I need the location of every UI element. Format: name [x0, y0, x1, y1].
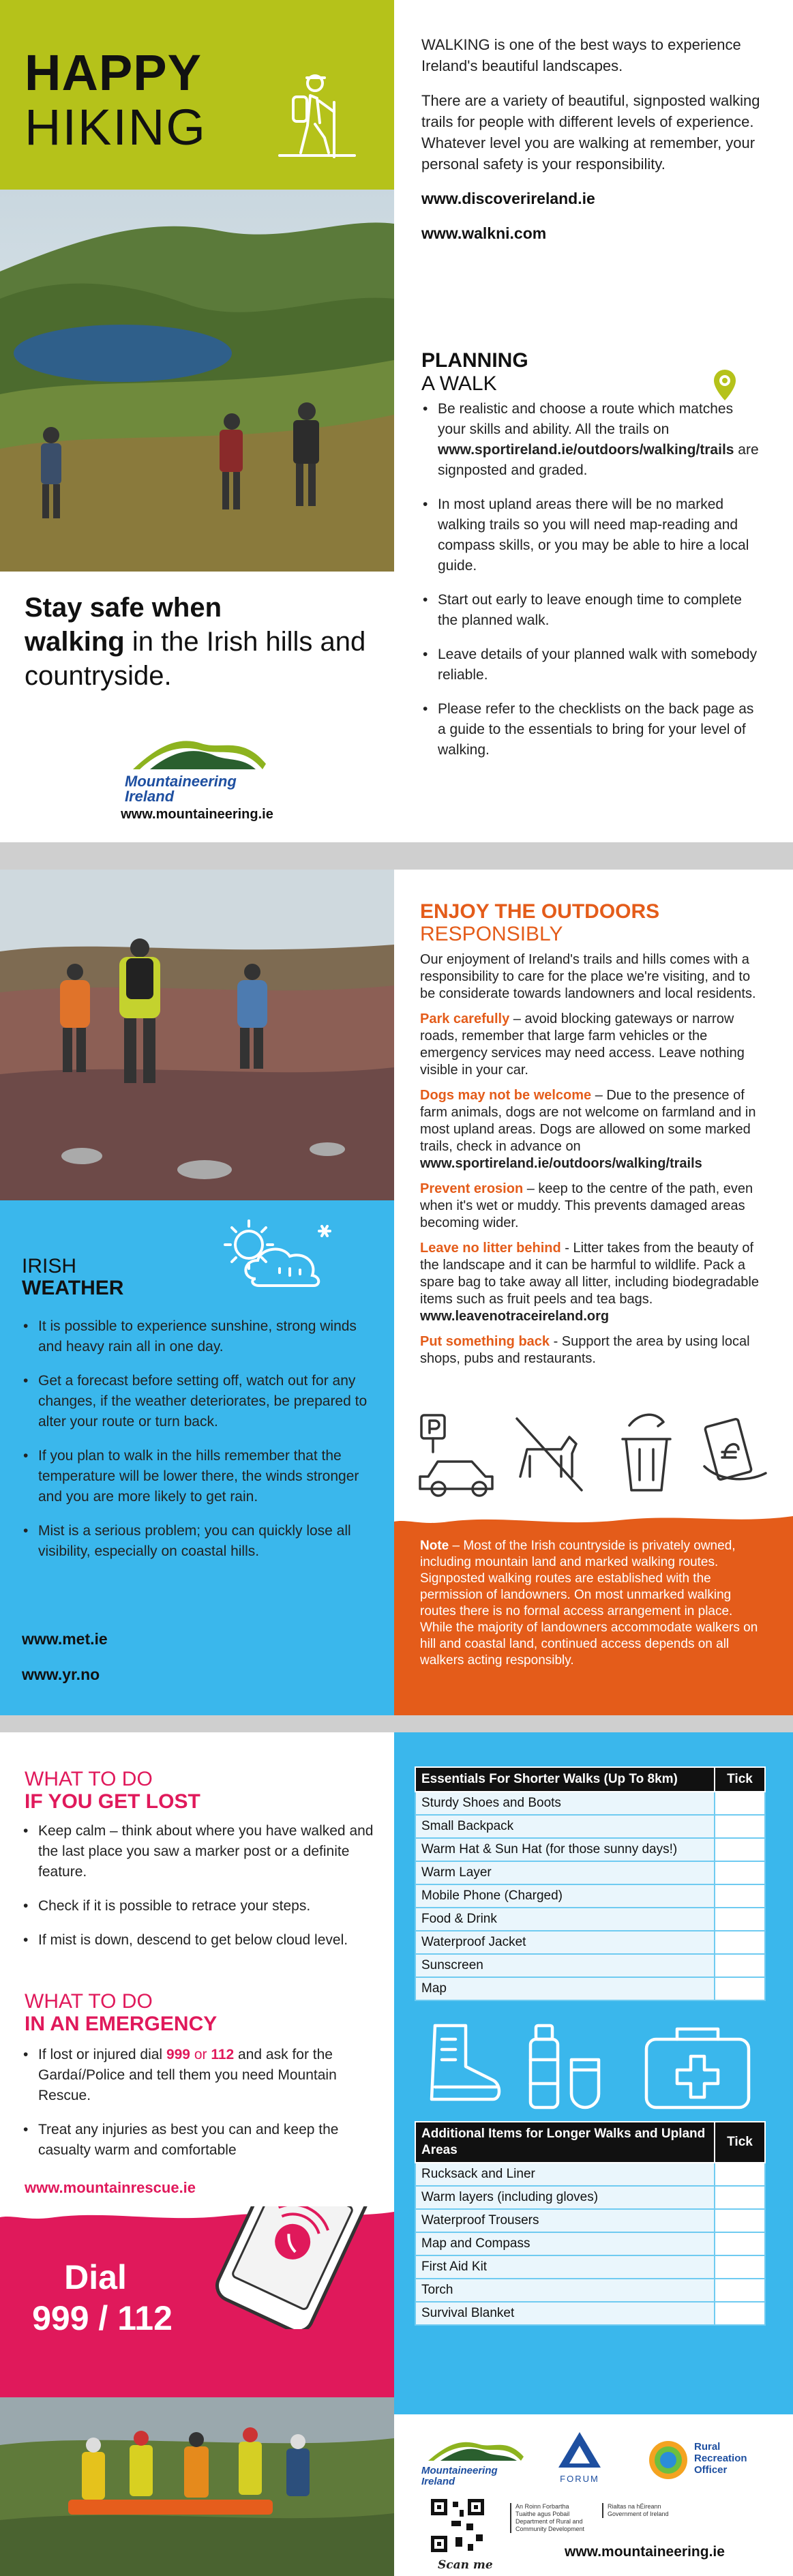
lost-block — [0, 1732, 394, 2206]
table-row — [415, 1792, 765, 1815]
note-head: Note — [420, 1539, 449, 1553]
gov2-line1: Rialtas na hÉireann — [608, 2503, 661, 2510]
sportireland-trails-link[interactable]: www.sportireland.ie/outdoors/walking/trails — [420, 1156, 702, 1171]
checklist-item: Rucksack and Liner — [415, 2163, 715, 2186]
enjoy-item-text: – avoid blocking gateways or narrow roads, remember that large farm vehicles or the emergency services may need access. Leave nothing visible in your car. — [420, 1011, 745, 1078]
table-row — [415, 2232, 765, 2255]
tick-box[interactable] — [715, 1838, 765, 1861]
weather-title2: WEATHER — [22, 1277, 124, 1299]
enjoy-intro: Our enjoyment of Ireland's trails and hills comes with a responsibility to care for the place we're visiting, and to be considerate towards landowners and local residents. — [420, 952, 756, 1001]
weather-item: • Mist is a serious problem; you can quickly lose all visibility, especially on coastal hills. — [22, 1521, 370, 1562]
emergency-title2: IN AN EMERGENCY — [25, 2013, 218, 2035]
yr-link[interactable]: www.yr.no — [22, 1665, 100, 1683]
tick-box[interactable] — [715, 1931, 765, 1954]
tick-box[interactable] — [715, 1815, 765, 1838]
weather-item: • Get a forecast before setting off, watch out for any changes, if the weather deteriorates, be prepared to alter your route or turn back. — [22, 1371, 370, 1432]
tagline-part1: Stay safe when — [25, 593, 222, 623]
short-walk-header: Essentials For Shorter Walks (Up To 8km) — [415, 1767, 715, 1792]
litter-icon — [623, 1415, 670, 1490]
enjoy-content — [420, 951, 768, 1376]
rro-line2: Recreation — [694, 2453, 747, 2464]
planning-item-text: are signposted and graded. — [438, 442, 759, 478]
enjoy-item-text: – Due to the presence of farm animals, dogs are not welcome on farmland and in most upland areas. Dogs are allowed on some marked trails, check in advance on — [420, 1088, 756, 1154]
title-line1: HAPPY — [25, 44, 202, 101]
table-row — [415, 2279, 765, 2302]
table-row — [415, 2255, 765, 2279]
hiker-icon — [273, 68, 361, 164]
planning-title: PLANNING — [421, 349, 528, 372]
forum-triangle-icon — [556, 2429, 603, 2470]
dial-line2: 999 / 112 — [32, 2299, 173, 2337]
enjoy-item-head: Leave no litter behind — [420, 1241, 561, 1256]
tick-box[interactable] — [715, 1884, 765, 1908]
checklist-item: Warm Hat & Sun Hat (for those sunny days!) — [415, 1838, 715, 1861]
number-112: 112 — [211, 2047, 235, 2062]
checklist-item: Mobile Phone (Charged) — [415, 1884, 715, 1908]
tick-box[interactable] — [715, 1908, 765, 1931]
scan-me-label: Scan me — [438, 2558, 493, 2572]
tick-box[interactable] — [715, 1954, 765, 1977]
table-row — [415, 2209, 765, 2232]
forum-logo — [552, 2429, 607, 2484]
rro-line3: Officer — [694, 2464, 728, 2476]
note-text — [420, 1538, 768, 1669]
table-header — [415, 2122, 765, 2163]
planning-item — [421, 399, 762, 481]
lost-title1: WHAT TO DO — [25, 1768, 153, 1790]
checklist-item: First Aid Kit — [415, 2255, 715, 2279]
forum-label: FORUM — [560, 2474, 599, 2484]
no-dogs-icon — [517, 1419, 582, 1490]
rro-line1: Rural — [694, 2441, 721, 2453]
intro-p1: WALKING is one of the best ways to experience Ireland's beautiful landscapes. — [421, 36, 741, 74]
intro-block — [394, 0, 793, 300]
long-walk-table — [415, 2121, 766, 2326]
table-row — [415, 2302, 765, 2325]
title-block — [0, 0, 394, 190]
enjoy-item — [420, 1240, 768, 1325]
checklist-item: Warm layers (including gloves) — [415, 2186, 715, 2209]
logo-line2: Ireland — [125, 788, 175, 805]
rro-text — [694, 2441, 747, 2476]
lost-item: • If mist is down, descend to get below cloud level. — [22, 1930, 376, 1951]
table-row — [415, 1861, 765, 1884]
checklist-item: Map — [415, 1977, 715, 2000]
torn-edge — [394, 1511, 793, 1528]
enjoy-subtitle: RESPONSIBLY — [420, 923, 563, 945]
enjoy-item — [420, 1181, 768, 1232]
weather-item: • If you plan to walk in the hills remember that the temperature will be lower there, the winds stronger and you are more likely to get rain. — [22, 1446, 370, 1507]
tagline-block — [0, 572, 394, 842]
parking-icon — [420, 1415, 492, 1496]
moorland-hikers-photo — [0, 870, 394, 1200]
enjoy-item-head: Park carefully — [420, 1011, 510, 1026]
qr-code-icon[interactable] — [428, 2496, 487, 2555]
weather-title1: IRISH — [22, 1255, 77, 1277]
enjoy-item-text: – keep to the centre of the path, even when it's wet or muddy. This prevents damaged areas becoming wider. — [420, 1181, 753, 1230]
table-row — [415, 1977, 765, 2000]
tick-box[interactable] — [715, 2186, 765, 2209]
qr-block — [428, 2496, 496, 2572]
checklist-item: Waterproof Trousers — [415, 2209, 715, 2232]
walkni-link[interactable]: www.walkni.com — [421, 224, 547, 242]
checklist-item: Sturdy Shoes and Boots — [415, 1792, 715, 1815]
boot-icon — [432, 2026, 499, 2099]
enjoy-item — [420, 1333, 768, 1367]
website-link[interactable]: www.mountaineering.ie — [565, 2544, 725, 2560]
enjoy-title: ENJOY THE OUTDOORS — [420, 900, 660, 923]
mountain-logo-icon — [421, 2435, 530, 2462]
emergency-list — [22, 2045, 376, 2174]
planning-block — [394, 300, 793, 842]
tick-box[interactable] — [715, 1977, 765, 2000]
checklist-item: Small Backpack — [415, 1815, 715, 1838]
table-header — [415, 1767, 765, 1792]
gov1-line2: Tuaithe agus Pobail — [515, 2511, 570, 2517]
responsibility-icons — [415, 1408, 776, 1497]
checklist-item: Survival Blanket — [415, 2302, 715, 2325]
short-walk-table — [415, 1766, 766, 2001]
tagline — [25, 591, 379, 693]
tick-box[interactable] — [715, 2302, 765, 2325]
discoverireland-link[interactable]: www.discoverireland.ie — [421, 190, 595, 207]
note-body: – Most of the Irish countryside is privately owned, including mountain land and marked walking routes. Signposted walking routes are established with the permission of landowners. On most unmarked walking routes there is no formal access arrangement in place. While the majority of landowners accommodate walkers on hill and coastal land, continued access depends on all walkers acting responsibly. — [420, 1539, 758, 1668]
enjoy-block — [394, 870, 793, 1511]
table-row — [415, 1815, 765, 1838]
sportireland-link[interactable]: www.sportireland.ie/outdoors/walking/trails — [438, 442, 734, 458]
torn-edge — [394, 300, 793, 321]
tick-header: Tick — [715, 1767, 765, 1792]
lost-item: • Keep calm – think about where you have walked and the last place you saw a marker post or a definite feature. — [22, 1821, 376, 1882]
planning-item-text: Be realistic and choose a route which matches your skills and ability. All the trails on — [438, 401, 734, 437]
planning-item: • Start out early to leave enough time to complete the planned walk. — [421, 590, 762, 631]
government-logo — [602, 2503, 684, 2518]
gov1-line3: Department of Rural and — [515, 2518, 583, 2525]
tick-box[interactable] — [715, 1792, 765, 1815]
checklist-item: Warm Layer — [415, 1861, 715, 1884]
tick-box[interactable] — [715, 2232, 765, 2255]
intro-p2: There are a variety of beautiful, signposted walking trails for people with different levels of experience. Whatever level you are walking at remember, your personal safety is your responsibility. — [421, 92, 760, 173]
table-row — [415, 2163, 765, 2186]
phone-icon — [205, 2206, 382, 2329]
table-row — [415, 1908, 765, 1931]
enjoy-item-text: - Litter takes from the beauty of the landscape and it can be harmful to wildlife. Pack a spare bag to take away all litter, including biodegradable items such as fruit peels and tea bags. — [420, 1241, 759, 1307]
checklist-item: Map and Compass — [415, 2232, 715, 2255]
panel-outdoors — [0, 870, 793, 1715]
enjoy-item-head: Dogs may not be welcome — [420, 1088, 592, 1103]
tagline-part3: in the Irish hills and countryside. — [25, 627, 366, 691]
lake-hikers-photo — [0, 190, 394, 572]
rro-circle-icon — [646, 2438, 690, 2482]
checklist-item: Sunscreen — [415, 1954, 715, 1977]
local-shop-icon — [704, 1419, 766, 1480]
enjoy-item-text: - Support the area by using local shops, pubs and restaurants. — [420, 1334, 750, 1366]
long-walk-header: Additional Items for Longer Walks and Upland Areas — [415, 2122, 715, 2163]
weather-list — [22, 1316, 370, 1575]
lost-list — [22, 1821, 376, 1964]
tick-box[interactable] — [715, 2279, 765, 2302]
weather-item: • It is possible to experience sunshine, strong winds and heavy rain all in one day. — [22, 1316, 370, 1357]
checklist-item: Waterproof Jacket — [415, 1931, 715, 1954]
enjoy-item-head: Put something back — [420, 1334, 550, 1349]
or-text: or — [190, 2047, 211, 2062]
planning-item: • In most upland areas there will be no marked walking trails so you will need map-reading and compass skills, or you may be able to hire a local guide. — [421, 494, 762, 576]
logo-line1: Mountaineering — [125, 773, 237, 790]
planning-item: • Leave details of your planned walk with somebody reliable. — [421, 645, 762, 685]
dial-line1: Dial — [64, 2258, 127, 2296]
torn-edge — [394, 2414, 793, 2424]
weather-icon — [218, 1214, 341, 1289]
enjoy-item-head: Prevent erosion — [420, 1181, 524, 1196]
table-row — [415, 1884, 765, 1908]
mountaineering-ireland-logo — [119, 730, 283, 805]
planning-item: • Please refer to the checklists on the back page as a guide to the essentials to bring for your level of walking. — [421, 699, 762, 760]
checklist-item: Food & Drink — [415, 1908, 715, 1931]
logo-mi-line2: Ireland — [421, 2476, 455, 2487]
enjoy-item — [420, 1087, 768, 1172]
checklist-block — [394, 1732, 793, 2414]
tagline-part2: walking — [25, 627, 125, 657]
website-link[interactable]: www.mountaineering.ie — [121, 807, 273, 822]
gear-illustrations — [421, 2019, 762, 2114]
mountaineering-ireland-logo — [421, 2435, 530, 2487]
tick-box[interactable] — [715, 2209, 765, 2232]
number-999: 999 — [166, 2047, 190, 2062]
flask-icon — [530, 2026, 599, 2107]
emergency-item — [22, 2045, 376, 2106]
table-row — [415, 1931, 765, 1954]
table-row — [415, 2186, 765, 2209]
emergency-text: and ask for the Gardaí/Police and tell them you need Mountain Rescue. — [38, 2047, 337, 2103]
leavenotrace-link[interactable]: www.leavenotraceireland.org — [420, 1309, 610, 1324]
checklist-item: Torch — [415, 2279, 715, 2302]
gov1-line1: An Roinn Forbartha — [515, 2503, 569, 2510]
table-row — [415, 1954, 765, 1977]
lost-title2: IF YOU GET LOST — [25, 1790, 200, 1813]
mountain-logo-icon — [119, 730, 276, 771]
dial-block — [0, 2206, 394, 2397]
planning-list — [421, 399, 762, 774]
gov1-line4: Community Development — [515, 2526, 585, 2532]
gov2-line2: Government of Ireland — [608, 2511, 669, 2517]
tick-box[interactable] — [715, 2163, 765, 2186]
emergency-text: If lost or injured dial — [38, 2047, 166, 2062]
intro-text — [421, 34, 762, 258]
dept-rural-logo — [510, 2503, 592, 2533]
rescue-team-photo — [0, 2397, 394, 2576]
tick-box[interactable] — [715, 2255, 765, 2279]
enjoy-item — [420, 1011, 768, 1079]
note-block — [394, 1511, 793, 1715]
met-link[interactable]: www.met.ie — [22, 1630, 108, 1648]
panel-safety — [0, 1732, 793, 2576]
tick-header: Tick — [715, 2122, 765, 2163]
tick-box[interactable] — [715, 1861, 765, 1884]
table-row — [415, 1838, 765, 1861]
title-line2: HIKING — [25, 99, 207, 156]
lost-item: • Check if it is possible to retrace your steps. — [22, 1896, 376, 1916]
logo-mi-line1: Mountaineering — [421, 2465, 498, 2476]
panel-planning — [0, 0, 793, 842]
planning-subtitle: A WALK — [421, 372, 497, 395]
emergency-item: • Treat any injuries as best you can and keep the casualty warm and comfortable — [22, 2120, 376, 2161]
first-aid-icon — [646, 2029, 749, 2107]
emergency-title1: WHAT TO DO — [25, 1990, 153, 2013]
mountainrescue-link[interactable]: www.mountainrescue.ie — [25, 2179, 196, 2196]
logos-block — [394, 2414, 793, 2576]
weather-block — [0, 1200, 394, 1715]
